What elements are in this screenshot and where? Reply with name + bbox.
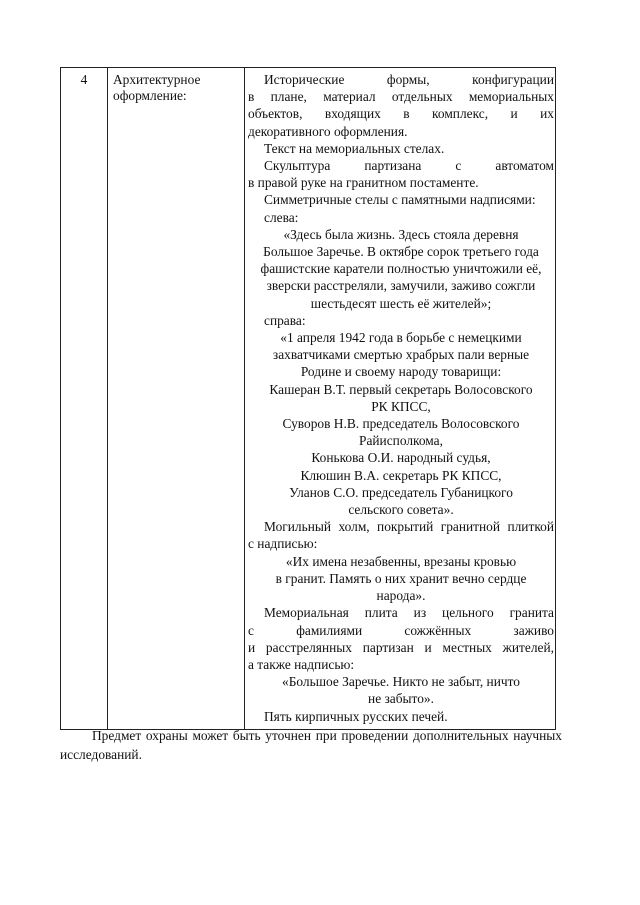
description-line: Симметричные стелы с памятными надписями: xyxy=(264,192,536,208)
description-line: слева: xyxy=(264,209,299,225)
inscription-line: народа». xyxy=(376,588,426,604)
inscription-line: Суворов Н.В. председатель Волосовского xyxy=(282,416,520,432)
description-line: с фамилиями сожжённых заживо xyxy=(248,622,554,638)
inscription-line: захватчиками смертью храбрых пали верные xyxy=(272,347,530,363)
inscription-line: РК КПСС, xyxy=(371,398,431,414)
row-name: Архитектурное оформление: xyxy=(108,68,245,730)
description-line: а также надписью: xyxy=(248,656,355,672)
description-line: и расстрелянных партизан и местных жителей, xyxy=(248,639,554,655)
inscription-line: Кашеран В.Т. первый секретарь Волосовского xyxy=(269,381,533,397)
description-line: с надписью: xyxy=(248,536,318,552)
inscription-line: «Здесь была жизнь. Здесь стояла деревня xyxy=(283,226,519,242)
inscription-line: Райисполкома, xyxy=(359,433,443,449)
row-number: 4 xyxy=(61,68,108,730)
inscription-line: в гранит. Память о них хранит вечно сердце xyxy=(275,570,527,586)
inscription-line: Большое Заречье. В октябре сорок третьего года xyxy=(263,244,539,260)
inscription-line: фашистские каратели полностью уничтожили её, xyxy=(260,261,542,277)
description-line: Пять кирпичных русских печей. xyxy=(264,708,448,724)
inscription-line: «Их имена незабвенны, врезаны кровью xyxy=(285,553,517,569)
description-line: в плане, материал отдельных мемориальных xyxy=(248,89,554,105)
protection-subject-table xyxy=(60,67,556,730)
description-line: Мемориальная плита из цельного гранита xyxy=(264,605,554,621)
description-line: объектов, входящих в комплекс, и их xyxy=(248,106,554,122)
table-row xyxy=(61,68,556,730)
inscription-line: сельского совета». xyxy=(348,502,454,518)
description-line: Исторические формы, конфигурации xyxy=(264,72,554,87)
description-line: Могильный холм, покрытий гранитной плиткой xyxy=(264,519,554,535)
inscription-line: зверски расстреляли, замучили, заживо сожгли xyxy=(266,278,536,294)
description-line: в правой руке на гранитном постаменте. xyxy=(248,175,479,191)
inscription-line: шестьдесят шесть её жителей»; xyxy=(310,295,492,311)
description-line: справа: xyxy=(264,312,306,328)
row-description xyxy=(245,68,556,730)
description-line: декоративного оформления. xyxy=(248,123,408,139)
inscription-line: «1 апреля 1942 года в борьбе с немецкими xyxy=(280,330,522,346)
inscription-line: Родине и своему народу товарищи: xyxy=(300,364,502,380)
inscription-line: Уланов С.О. председатель Губаницкого xyxy=(289,484,513,500)
closing-paragraph: Предмет охраны может быть уточнен при проведении дополнительных научных исследований. xyxy=(60,728,562,762)
inscription-line: не забыто». xyxy=(368,691,434,707)
inscription-line: Конькова О.И. народный судья, xyxy=(311,450,491,466)
description-line: Текст на мемориальных стелах. xyxy=(264,140,445,156)
inscription-line: «Большое Заречье. Никто не забыт, ничто xyxy=(282,674,520,690)
inscription-line: Клюшин В.А. секретарь РК КПСС, xyxy=(300,467,502,483)
description-line: Скульптура партизана с автоматом xyxy=(264,158,554,174)
